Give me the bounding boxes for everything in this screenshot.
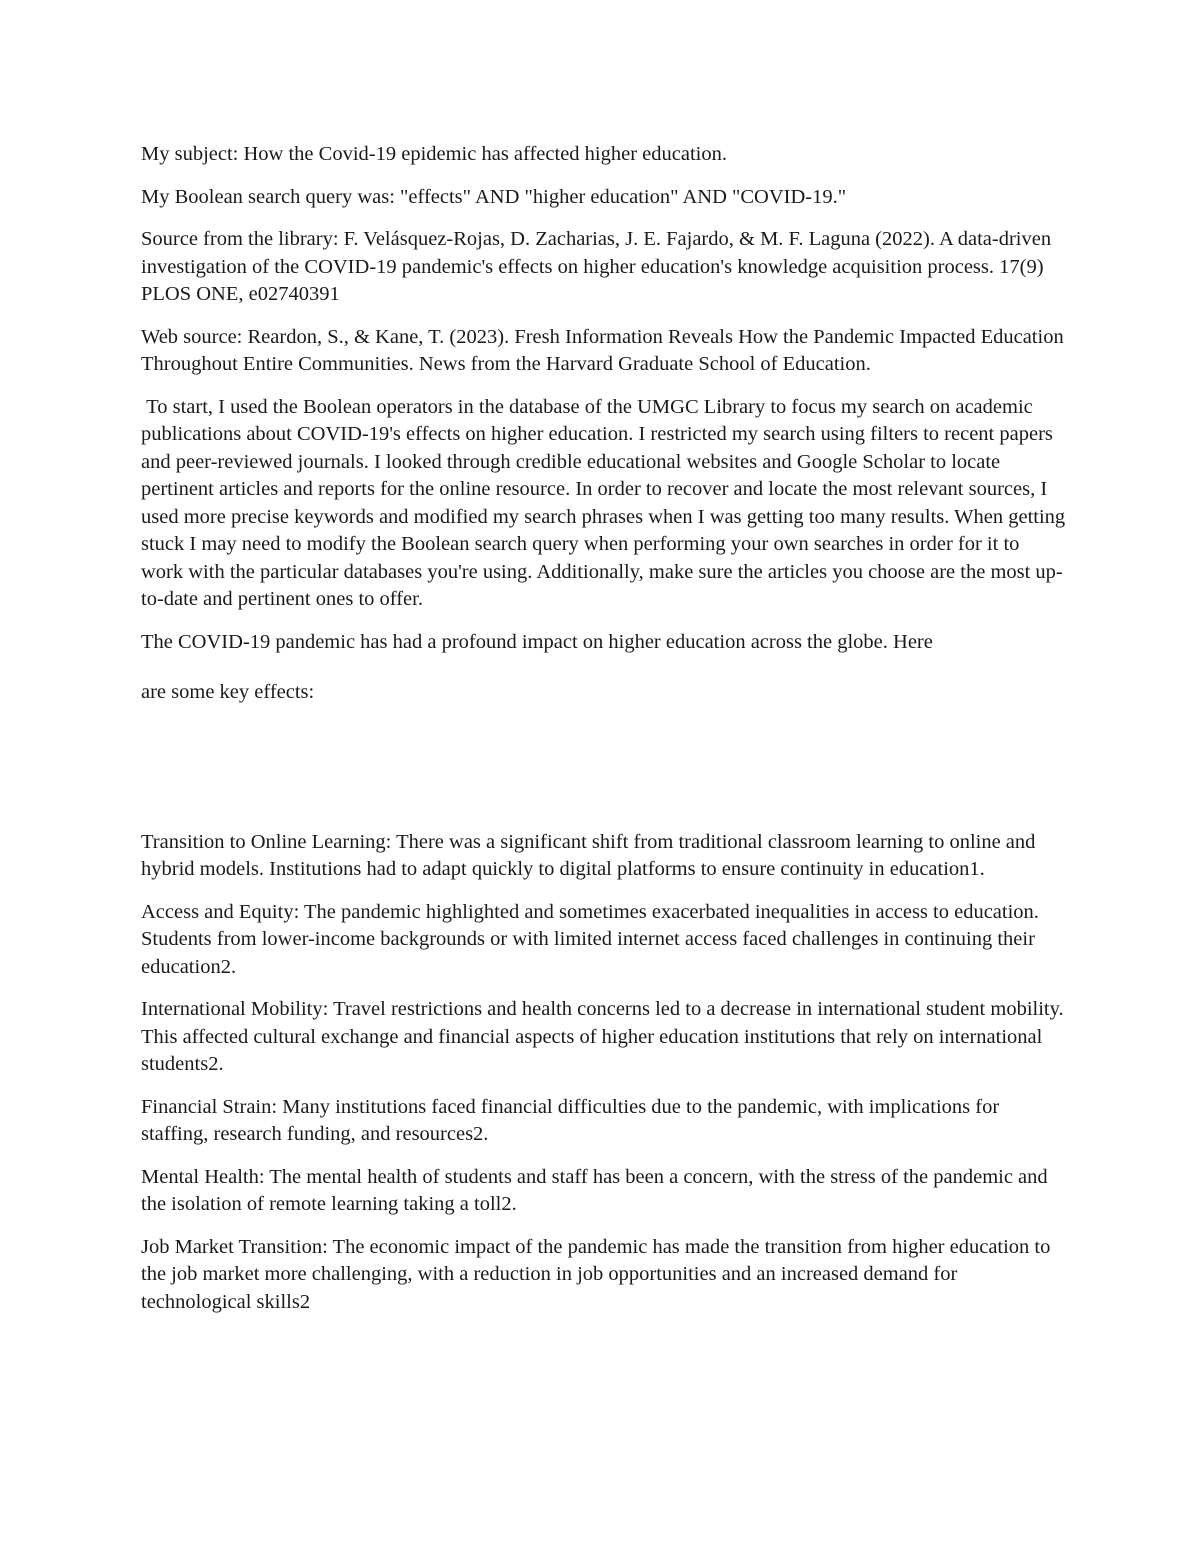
effect-item-online-learning: Transition to Online Learning: There was a significant shift from traditional classroom learning to online and hybrid models. Institutions had to adapt quickly to digital platforms to ensure continuity in education1. [141,830,1036,880]
boolean-query-line: My Boolean search query was: "effects" AND "higher education" AND "COVID-19." [141,185,847,208]
effect-item-financial-strain: Financial Strain: Many institutions faced financial difficulties due to the pandemic, with implications for staffing, research funding, and resources2. [141,1095,1000,1145]
effects-intro-line: The COVID-19 pandemic has had a profound impact on higher education across the globe. Here [141,630,933,653]
effects-intro-continuation: are some key effects: [141,681,315,703]
effect-item-access-equity: Access and Equity: The pandemic highlighted and sometimes exacerbated inequalities in access to education. Students from lower-income backgrounds or with limited internet access faced challenges in continuing their education2. [141,900,1039,978]
effect-item-job-market: Job Market Transition: The economic impact of the pandemic has made the transition from higher education to the job market more challenging, with a reduction in job opportunities and an increased demand for technological skills2 [141,1235,1051,1313]
effect-item-mental-health: Mental Health: The mental health of students and staff has been a concern, with the stress of the pandemic and the isolation of remote learning taking a toll2. [141,1165,1048,1215]
search-method-paragraph: To start, I used the Boolean operators in the database of the UMGC Library to focus my search on academic publications about COVID-19's effects on higher education. I restricted my search using filters to recent papers and peer-reviewed journals. I looked through credible educational websites and Google Scholar to locate pertinent articles and reports for the online resource. In order to recover and locate the most relevant sources, I used more precise keywords and modified my search phrases when I was getting too many results. When getting stuck I may need to modify the Boolean search query when performing your own searches in order for it to work with the particular databases you're using. Additionally, make sure the articles you choose are the most up-to-date and pertinent ones to offer. [141,395,1071,610]
library-source-citation: Source from the library: F. Velásquez-Rojas, D. Zacharias, J. E. Fajardo, & M. F. Laguna (2022). A data-driven investigation of the COVID-19 pandemic's effects on higher education's knowledge acquisition process. 17(9) PLOS ONE, e02740391 [141,228,1052,305]
web-source-citation: Web source: Reardon, S., & Kane, T. (2023). Fresh Information Reveals How the Pandemic Impacted Education Throughout Entire Communities. News from the Harvard Graduate School of Education. [141,325,1064,375]
document-body [141,141,1071,1331]
effect-item-international-mobility: International Mobility: Travel restrictions and health concerns led to a decrease in international student mobility. This affected cultural exchange and financial aspects of higher education institutions that rely on international students2. [141,998,1064,1075]
subject-line: My subject: How the Covid-19 epidemic has affected higher education. [141,143,727,165]
